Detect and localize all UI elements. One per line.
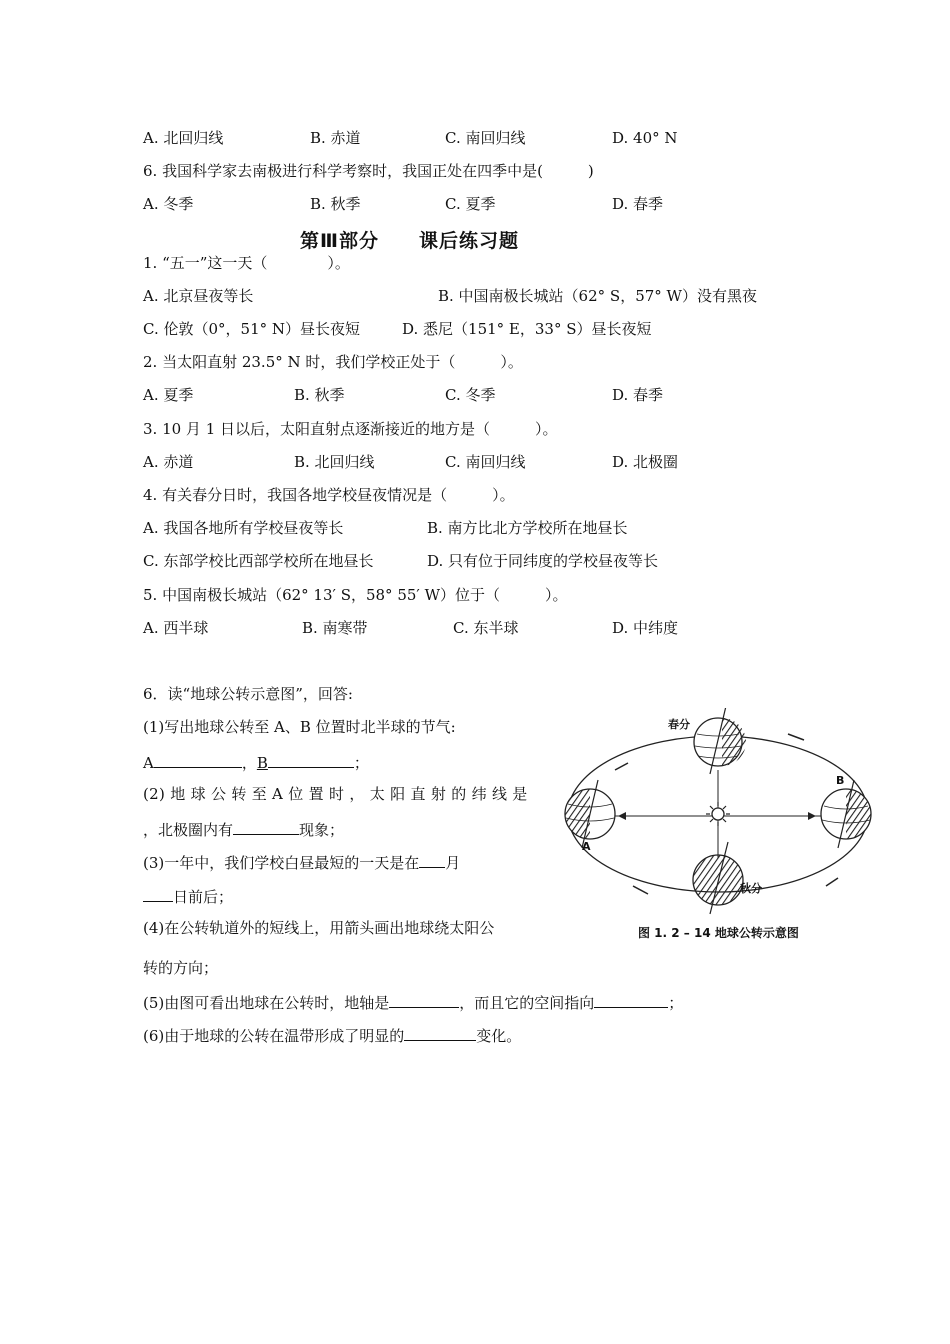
- q6-part3-month: 月: [445, 854, 461, 872]
- q3-text: 3. 10 月 1 日以后，太阳直射点逐渐接近的地方是（ ）。: [143, 420, 558, 438]
- q6-part2-prefix: ，北极圈内有: [143, 821, 234, 839]
- prev-q6-option-d: D. 春季: [612, 195, 664, 213]
- q6-part6-prefix: (6)由于地球的公转在温带形成了明显的: [143, 1027, 405, 1045]
- label-spring-equinox: 春分: [668, 718, 690, 731]
- q1-option-d: D. 悉尼（151° E，33° S）昼长夜短: [402, 320, 652, 338]
- label-autumn-equinox: 秋分: [740, 882, 762, 895]
- q3-option-c: C. 南回归线: [445, 453, 526, 471]
- q3-option-b: B. 北回归线: [294, 453, 375, 471]
- prev-q5-option-b: B. 赤道: [310, 129, 361, 147]
- q2-option-a: A. 夏季: [143, 386, 194, 404]
- q6-blank-month[interactable]: [419, 851, 445, 868]
- earth-revolution-diagram: [560, 708, 890, 948]
- q6-part1-answers: [143, 751, 369, 773]
- q6-label-a: A: [143, 754, 154, 772]
- q6-part2-suffix: 现象；: [299, 821, 345, 839]
- q2-option-c: C. 冬季: [445, 386, 496, 404]
- q1-option-b: B. 中国南极长城站（62° S，57° W）没有黑夜: [438, 287, 757, 305]
- q6-part5: [143, 991, 683, 1013]
- q1-text: 1. “五一”这一天（ ）。: [143, 254, 350, 272]
- q6-part2-line1: (2) 地 球 公 转 至 A 位 置 时 ， 太 阳 直 射 的 纬 线 是: [143, 785, 528, 803]
- prev-q5-option-a: A. 北回归线: [143, 129, 224, 147]
- prev-q6-text: 6. 我国科学家去南极进行科学考察时，我国正处在四季中是( ): [143, 162, 594, 180]
- q6-part3-line1: [143, 851, 460, 873]
- q4-option-c: C. 东部学校比西部学校所在地昼长: [143, 552, 374, 570]
- label-position-a: A: [582, 840, 591, 853]
- prev-q6-option-c: C. 夏季: [445, 195, 496, 213]
- figure-caption: 图 1. 2 – 14 地球公转示意图: [638, 926, 799, 940]
- q6-sep: ，: [241, 754, 257, 772]
- q5-option-b: B. 南寒带: [302, 619, 368, 637]
- q2-option-d: D. 春季: [612, 386, 664, 404]
- q3-option-a: A. 赤道: [143, 453, 194, 471]
- q6-blank-axis[interactable]: [389, 991, 459, 1008]
- q6-part5-mid: ，而且它的空间指向: [459, 994, 595, 1012]
- q5-option-a: A. 西半球: [143, 619, 209, 637]
- q6-blank-b[interactable]: [268, 751, 354, 768]
- q6-part3-line2: [143, 885, 233, 907]
- q5-option-c: C. 东半球: [453, 619, 519, 637]
- q6-part3-day: 日前后；: [173, 888, 234, 906]
- q4-option-d: D. 只有位于同纬度的学校昼夜等长: [427, 552, 659, 570]
- q6-part1-end: ；: [353, 754, 369, 772]
- q1-option-a: A. 北京昼夜等长: [143, 287, 254, 305]
- sun-icon: [706, 802, 730, 826]
- q2-text: 2. 当太阳直射 23.5° N 时，我们学校正处于（ ）。: [143, 353, 523, 371]
- prev-q5-option-d: D. 40° N: [612, 129, 678, 147]
- q6-intro: 6．读“地球公转示意图”，回答:: [143, 685, 353, 703]
- q6-part4-line2: 转的方向；: [143, 959, 219, 977]
- prev-q6-option-a: A. 冬季: [143, 195, 194, 213]
- q5-option-d: D. 中纬度: [612, 619, 679, 637]
- q6-part5-prefix: (5)由图可看出地球在公转时，地轴是: [143, 994, 390, 1012]
- prev-q6-option-b: B. 秋季: [310, 195, 361, 213]
- q6-part1: (1)写出地球公转至 A、B 位置时北半球的节气:: [143, 718, 456, 736]
- section-title: 第Ⅲ部分 课后练习题: [300, 230, 519, 252]
- q3-option-d: D. 北极圈: [612, 453, 679, 471]
- q6-part6: [143, 1024, 521, 1046]
- label-position-b: B: [836, 774, 845, 787]
- q6-part5-end: ；: [668, 994, 684, 1012]
- q6-label-b: B: [256, 754, 268, 772]
- q6-blank-a[interactable]: [154, 751, 242, 768]
- q6-blank-change[interactable]: [404, 1024, 476, 1041]
- q1-option-c: C. 伦敦（0°，51° N）昼长夜短: [143, 320, 361, 338]
- q4-text: 4. 有关春分日时，我国各地学校昼夜情况是（ ）。: [143, 486, 515, 504]
- q6-part6-suffix: 变化。: [476, 1027, 522, 1045]
- earth-position-a: [565, 780, 615, 848]
- earth-position-b: [821, 780, 871, 848]
- q4-option-b: B. 南方比北方学校所在地昼长: [427, 519, 628, 537]
- q6-part3-prefix: (3)一年中，我们学校白昼最短的一天是在: [143, 854, 420, 872]
- q6-blank-day[interactable]: [143, 885, 173, 902]
- q6-part2-line2: [143, 818, 344, 840]
- earth-spring-equinox: [694, 708, 746, 774]
- q6-part4-line1: (4)在公转轨道外的短线上，用箭头画出地球绕太阳公: [143, 919, 495, 937]
- q6-blank-direction[interactable]: [594, 991, 668, 1008]
- q5-text: 5. 中国南极长城站（62° 13′ S，58° 55′ W）位于（ ）。: [143, 586, 568, 604]
- prev-q5-option-c: C. 南回归线: [445, 129, 526, 147]
- q4-option-a: A. 我国各地所有学校昼夜等长: [143, 519, 344, 537]
- q2-option-b: B. 秋季: [294, 386, 345, 404]
- q6-blank-phenomenon[interactable]: [233, 818, 299, 835]
